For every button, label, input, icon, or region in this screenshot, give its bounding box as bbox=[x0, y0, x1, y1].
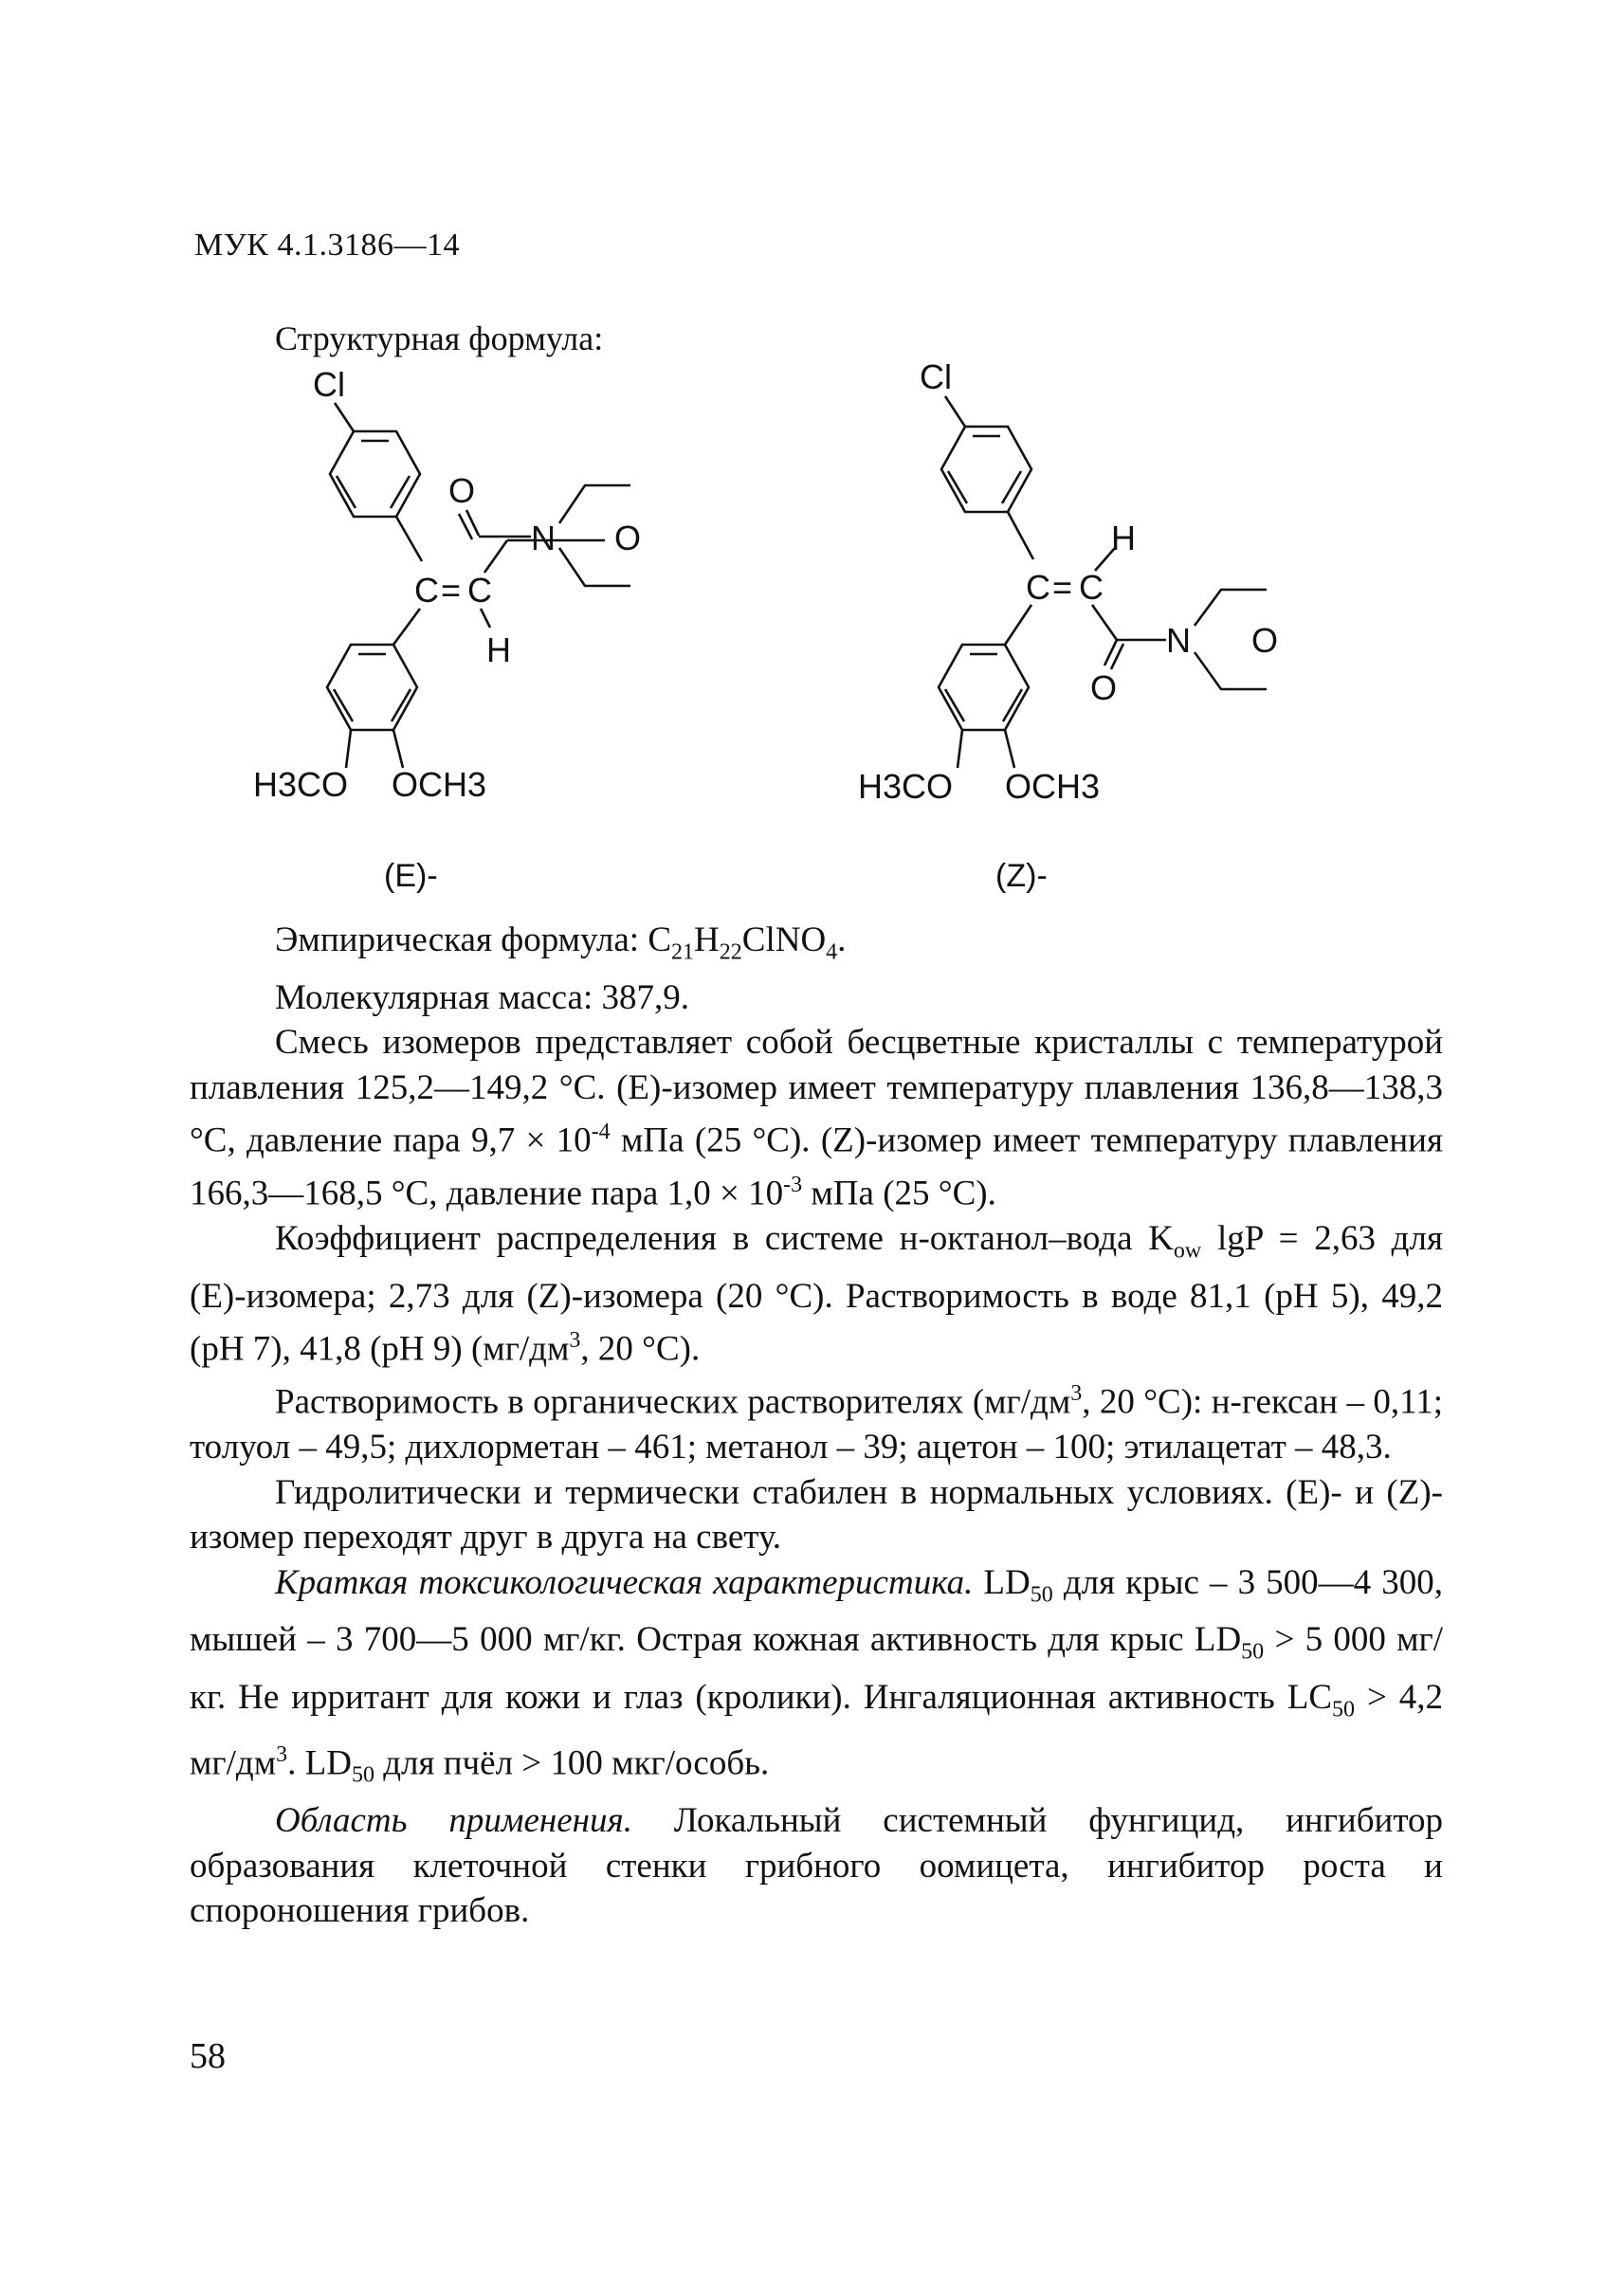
document-body bbox=[190, 918, 1443, 1934]
z-atom-c2: C bbox=[1079, 568, 1104, 607]
z-atom-cl: Cl bbox=[920, 357, 952, 396]
e-atom-eq: = bbox=[441, 571, 462, 610]
empirical-formula-value: $C_{21}H_{22}ClNO_4$. bbox=[648, 920, 847, 965]
paragraph-application: Область применения. Локальный системный фунгицид, ингибитор образования клеточной стенки грибного оомицета, ингибитор роста и спороношения грибов. bbox=[190, 1801, 1444, 1931]
paragraph-physical-properties: Смесь изомеров представляет собой бесцветные кристаллы с температурой плавления 125,2—149,2 °С. (E)-изомер имеет температуру плавления 136,8—138,3 °С, давление пара $9,7 \times 10^{-4}$ мПа (25 °С). (Z)-изомер имеет температуру плавления 166,3—168,5 °С, давление пара $1,0 \times 10^{-3}$ мПа (25 °С). bbox=[190, 1023, 1443, 1213]
z-atom-h: H bbox=[1111, 519, 1136, 557]
z-methoxy-left: H3CO bbox=[858, 767, 954, 806]
e-atom-h: H bbox=[486, 630, 511, 669]
toxicology-heading: Краткая токсикологическая характеристика. bbox=[275, 1562, 974, 1602]
z-isomer-label: (Z)- bbox=[995, 858, 1048, 894]
e-atom-c2: C bbox=[467, 571, 492, 610]
molar-mass-line: Молекулярная масса: 387,9. bbox=[275, 977, 690, 1017]
e-methoxy-left: H3CO bbox=[253, 765, 349, 804]
paragraph-partition-coefficient: Коэффициент распределения в системе н-октанол–вода $K_{ow}$ lgP = 2,63 для (E)-изомера; 2,73 для (Z)-изомера (20 °С). Растворимость в воде 81,1 (pH 5), 49,2 (pH 7), 41,8 (pH 9) ($мг/дм^3$, 20 °С). bbox=[190, 1219, 1443, 1369]
z-atom-o-carbonyl: O bbox=[1090, 668, 1118, 707]
z-atom-c1: C bbox=[1026, 568, 1050, 607]
z-atom-n: N bbox=[1166, 621, 1191, 660]
application-heading: Область применения. bbox=[275, 1801, 632, 1841]
empirical-formula-line bbox=[190, 918, 1443, 975]
e-atom-c1: C bbox=[414, 571, 439, 610]
z-methoxy-right: OCH3 bbox=[1005, 767, 1101, 806]
e-atom-cl: Cl bbox=[313, 365, 345, 404]
z-atom-o-ring: O bbox=[1251, 621, 1279, 660]
e-atom-o-ring: O bbox=[614, 519, 642, 557]
e-methoxy-right: OCH3 bbox=[392, 765, 487, 804]
e-atom-o-carbonyl: O bbox=[448, 471, 476, 510]
z-isomer-structure bbox=[853, 351, 1384, 834]
structural-formula-label: Структурная формула: bbox=[275, 319, 604, 357]
paragraph-organic-solubility: Растворимость в органических растворителях ($мг/дм^3$, 20 °С): н-гексан – 0,11; толуол – 49,5; дихлорметан – 461; метанол – 39; ацетон – 100; этилацетат – 48,3. bbox=[190, 1381, 1443, 1467]
empirical-formula-label: Эмпирическая формула: bbox=[275, 920, 640, 959]
e-isomer-label: (E)- bbox=[384, 858, 438, 894]
paragraph-toxicology: Краткая токсикологическая характеристика. $LD_{50}$ для крыс – 3 500—4 300, мышей – 3 700—5 000 мг/кг. Острая кожная активность для крыс $LD_{50} > 5$ 000 мг/кг. Не ирритант для кожи и глаз (кролики). Ингаляционная активность $LC_{50} > 4,2$ $мг/дм^3$. $LD_{50}$ для пчёл > 100 мкг/особь. bbox=[190, 1562, 1444, 1788]
page-number: 58 bbox=[190, 2036, 226, 2076]
document-code: МУК 4.1.3186—14 bbox=[194, 228, 460, 263]
e-atom-n: N bbox=[531, 519, 556, 557]
e-isomer-structure bbox=[242, 360, 640, 834]
paragraph-stability: Гидролитически и термически стабилен в нормальных условиях. (E)- и (Z)-изомер переходят друг в друга на свету. bbox=[190, 1472, 1443, 1558]
z-atom-eq: = bbox=[1052, 568, 1073, 607]
